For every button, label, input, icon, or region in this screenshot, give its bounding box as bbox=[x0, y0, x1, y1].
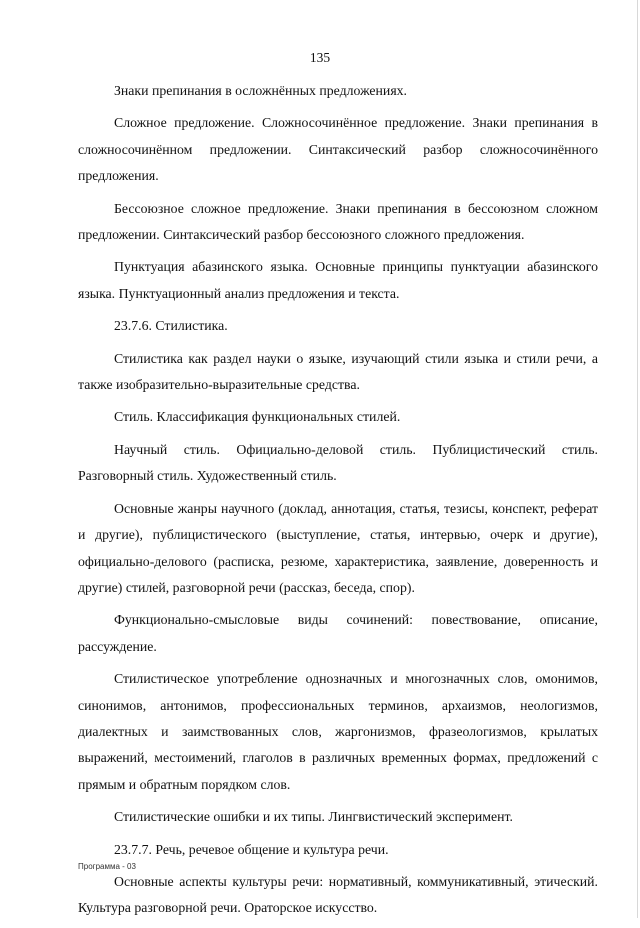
paragraph-speech-culture-aspects: Основные аспекты культуры речи: нормативный, коммуникативный, этический. Культура разговорной речи. Ораторское искусство. bbox=[78, 873, 598, 916]
paragraph-style-classification: Стиль. Классификация функциональных стилей. bbox=[114, 409, 401, 425]
document-body bbox=[78, 78, 598, 928]
page-footer: Программа - 03 bbox=[78, 862, 136, 871]
paragraph-asyndetic-sentence: Бессоюзное сложное предложение. Знаки препинания в бессоюзном сложном предложении. Синтаксический разбор бессоюзного сложного предложения. bbox=[78, 200, 598, 243]
paragraph-style-list: Научный стиль. Официально-деловой стиль. Публицистический стиль. Разговорный стиль. Художественный стиль. bbox=[78, 441, 598, 484]
paragraph-stylistic-usage: Стилистическое употребление однозначных и многозначных слов, омонимов, синонимов, антонимов, профессиональных терминов, архаизмов, неологизмов, диалектных и заимствованных слов, жаргонизмов, фразеологизмов, крылатых выражений, местоимений, глаголов в различных временных формах, предложений с прямым и обратным порядком слов. bbox=[78, 671, 598, 792]
page-edge-divider bbox=[637, 0, 638, 918]
page-number: 135 bbox=[309, 50, 331, 65]
paragraph-abaza-punctuation: Пунктуация абазинского языка. Основные принципы пунктуации абазинского языка. Пунктуационный анализ предложения и текста. bbox=[78, 259, 598, 301]
paragraph-composition-types: Функционально-смысловые виды сочинений: повествование, описание, рассуждение. bbox=[78, 612, 598, 654]
paragraph-stylistic-errors: Стилистические ошибки и их типы. Лингвистический эксперимент. bbox=[114, 809, 513, 825]
paragraph-punctuation-complicated: Знаки препинания в осложнённых предложениях. bbox=[114, 83, 408, 98]
section-heading-stylistics: 23.7.6. Стилистика. bbox=[114, 318, 228, 334]
paragraph-compound-sentence: Сложное предложение. Сложносочинённое предложение. Знаки препинания в сложносочинённом предложении. Синтаксический разбор сложносочинённого предложения. bbox=[78, 115, 598, 184]
section-heading-speech-culture: 23.7.7. Речь, речевое общение и культура речи. bbox=[114, 841, 389, 857]
paragraph-stylistics-definition: Стилистика как раздел науки о языке, изучающий стили языка и стили речи, а также изобразительно-выразительные средства. bbox=[78, 350, 598, 393]
paragraph-genres: Основные жанры научного (доклад, аннотация, статья, тезисы, конспект, реферат и другие), публицистического (выступление, статья, интервью, очерк и другие), официально-делового (расписка, резюме, характеристика, заявление, доверенность и другие) стилей, разговорной речи (рассказ, беседа, спор). bbox=[78, 500, 598, 595]
